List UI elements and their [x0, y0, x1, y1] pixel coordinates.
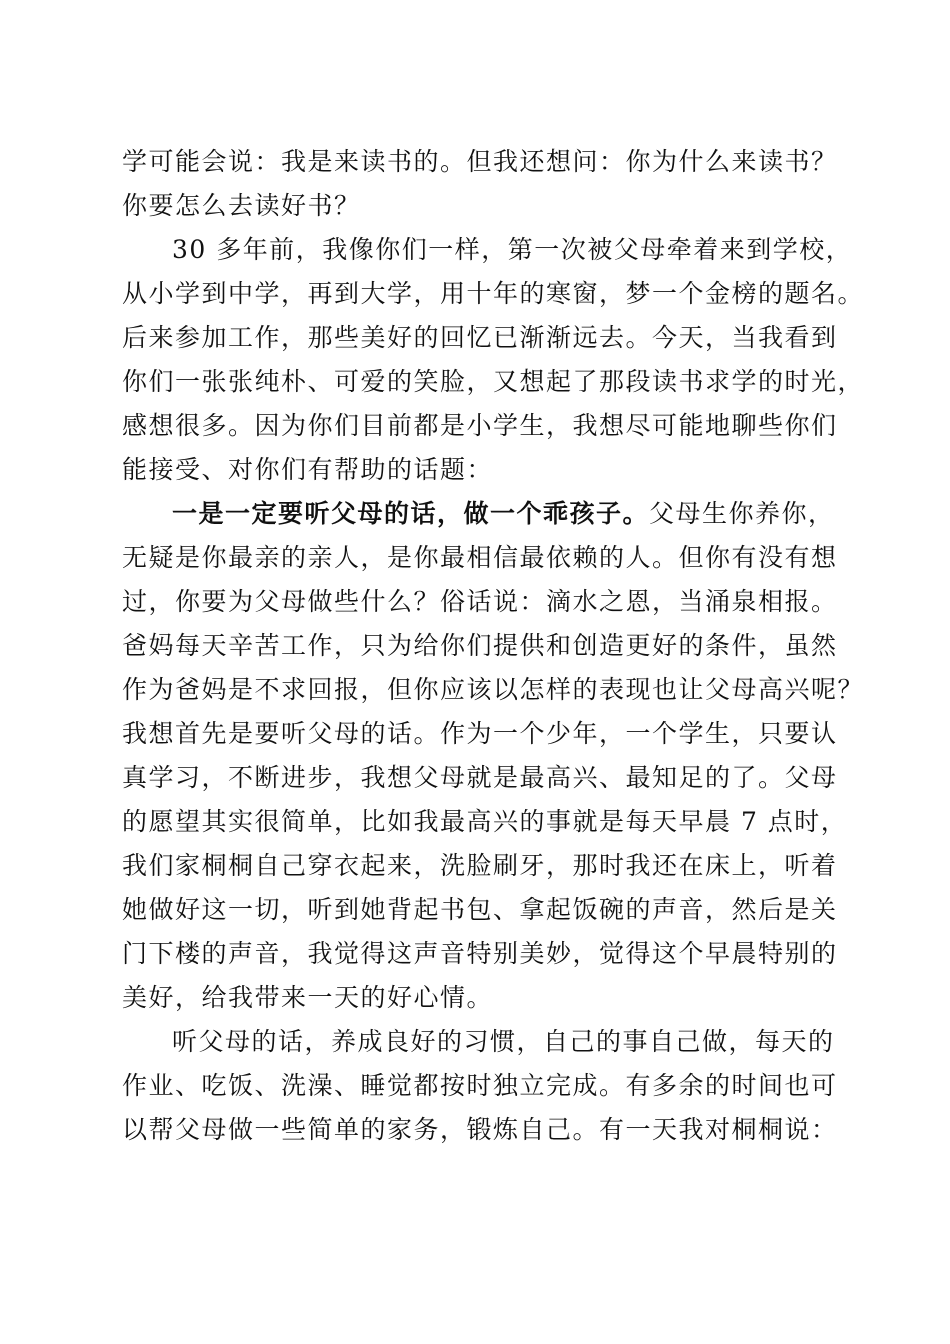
text-line: 30 多年前，我像你们一样，第一次被父母牵着来到学校， [172, 235, 853, 264]
text-line: 能接受、对你们有帮助的话题： [122, 455, 494, 484]
paragraph-2 [122, 228, 865, 492]
text-line: 你要怎么去读好书？ [122, 191, 361, 220]
text-line: 她做好这一切，听到她背起书包、拿起饭碗的声音，然后是关 [122, 895, 838, 924]
bold-lead-sentence: 一是一定要听父母的话，做一个乖孩子。 [172, 499, 650, 528]
text-line: 后来参加工作，那些美好的回忆已渐渐远去。今天，当我看到 [122, 323, 838, 352]
paragraph-3 [122, 492, 865, 1020]
text-line: 过，你要为父母做些什么？俗话说：滴水之恩，当涌泉相报。 [122, 587, 838, 616]
text-line: 你们一张张纯朴、可爱的笑脸，又想起了那段读书求学的时光， [122, 367, 865, 396]
text-line: 的愿望其实很简单，比如我最高兴的事就是每天早晨 7 点时， [122, 807, 848, 836]
text-line: 我们家桐桐自己穿衣起来，洗脸刷牙，那时我还在床上，听着 [122, 851, 838, 880]
text-line: 听父母的话，养成良好的习惯，自己的事自己做，每天的 [172, 1027, 835, 1056]
text-line: 作业、吃饭、洗澡、睡觉都按时独立完成。有多余的时间也可 [122, 1071, 838, 1100]
text-line: 以帮父母做一些简单的家务，锻炼自己。有一天我对桐桐说： [122, 1115, 838, 1144]
text-line: 学可能会说：我是来读书的。但我还想问：你为什么来读书？ [122, 147, 838, 176]
lead-rest: 父母生你养你， [649, 499, 835, 528]
paragraph-4 [122, 1020, 842, 1152]
text-line: 门下楼的声音，我觉得这声音特别美妙，觉得这个早晨特别的 [122, 939, 838, 968]
paragraph-1 [122, 140, 842, 228]
body-text [122, 140, 865, 1152]
text-line: 作为爸妈是不求回报，但你应该以怎样的表现也让父母高兴呢？ [122, 675, 865, 704]
text-line: 爸妈每天辛苦工作，只为给你们提供和创造更好的条件，虽然 [122, 631, 838, 660]
text-line: 我想首先是要听父母的话。作为一个少年，一个学生，只要认 [122, 719, 838, 748]
text-line: 无疑是你最亲的亲人，是你最相信最依赖的人。但你有没有想 [122, 543, 838, 572]
text-line: 从小学到中学，再到大学，用十年的寒窗，梦一个金榜的题名。 [122, 279, 865, 308]
text-line [122, 492, 842, 536]
text-line: 美好，给我带来一天的好心情。 [122, 983, 494, 1012]
text-line: 感想很多。因为你们目前都是小学生，我想尽可能地聊些你们 [122, 411, 838, 440]
text-line: 真学习，不断进步，我想父母就是最高兴、最知足的了。父母 [122, 763, 838, 792]
